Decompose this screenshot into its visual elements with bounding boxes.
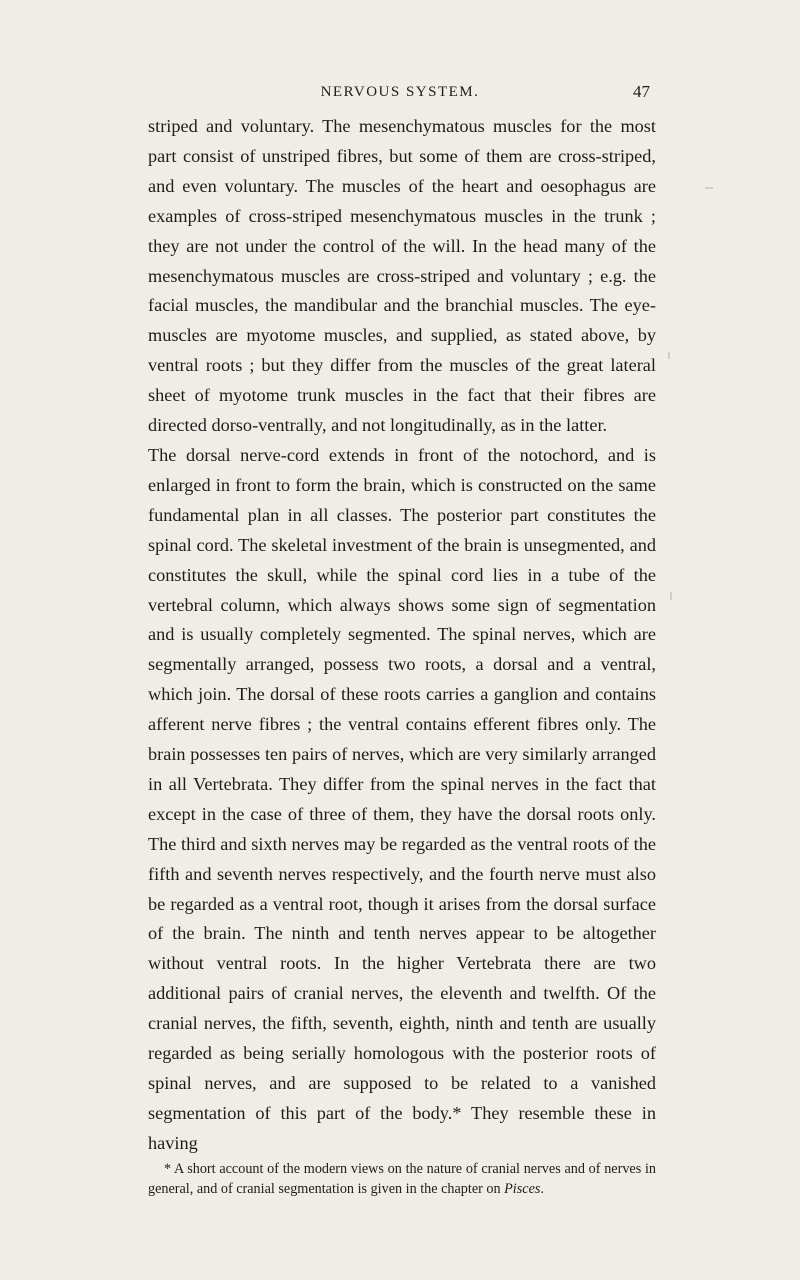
page-speck	[670, 592, 672, 600]
running-head-title: NERVOUS SYSTEM.	[320, 84, 480, 100]
body-text	[148, 112, 656, 1159]
footnote-end: .	[540, 1180, 544, 1197]
running-head	[0, 80, 800, 104]
page-speck	[705, 187, 713, 189]
footnote	[148, 1160, 656, 1199]
footnote-text: * A short account of the modern views on the nature of cranial nerves and of nerves in general, and of cranial segmentation is given in the chapter on	[148, 1161, 656, 1197]
page-speck	[668, 352, 670, 359]
page-number: 47	[633, 82, 650, 101]
paragraph-muscles: striped and voluntary. The mesenchymatous muscles for the most part consist of unstriped fibres, but some of them are cross-striped, and even voluntary. The muscles of the heart and oesophagus are examples of cross-striped mesenchymatous muscles in the trunk ; they are not under the control of the will. In the head many of the mesenchymatous muscles are cross-striped and voluntary ; e.g. the facial muscles, the mandibular and the branchial muscles. The eye-muscles are myotome muscles, and supplied, as stated above, by ventral roots ; but they differ from the muscles of the great lateral sheet of myotome trunk muscles in the fact that their fibres are directed dorso-ventrally, and not longitudinally, as in the latter.	[148, 116, 656, 436]
footnote-italic-term: Pisces	[504, 1180, 541, 1197]
paragraph-nerve-cord: The dorsal nerve-cord extends in front of the notochord, and is enlarged in front to form the brain, which is constructed on the same fundamental plan in all classes. The posterior part constitutes the spinal cord. The skeletal investment of the brain is unsegmented, and constitutes the skull, while the spinal cord lies in a tube of the vertebral column, which always shows some sign of segmentation and is usually completely segmented. The spinal nerves, which are segmentally arranged, possess two roots, a dorsal and a ventral, which join. The dorsal of these roots carries a ganglion and contains afferent nerve fibres ; the ventral contains efferent fibres only. The brain possesses ten pairs of nerves, which are very similarly arranged in all Vertebrata. They differ from the spinal nerves in the fact that except in the case of three of them, they have the dorsal roots only. The third and sixth nerves may be regarded as the ventral roots of the fifth and seventh nerves respectively, and the fourth nerve must also be regarded as a ventral root, though it arises from the dorsal surface of the brain. The ninth and tenth nerves appear to be altogether without ventral roots. In the higher Vertebrata there are two additional pairs of cranial nerves, the eleventh and twelfth. Of the cranial nerves, the fifth, seventh, eighth, ninth and tenth are usually regarded as being serially homologous with the posterior roots of spinal nerves, and are supposed to be related to a vanished segmentation of this part of the body.* They resemble these in having	[148, 444, 656, 1153]
